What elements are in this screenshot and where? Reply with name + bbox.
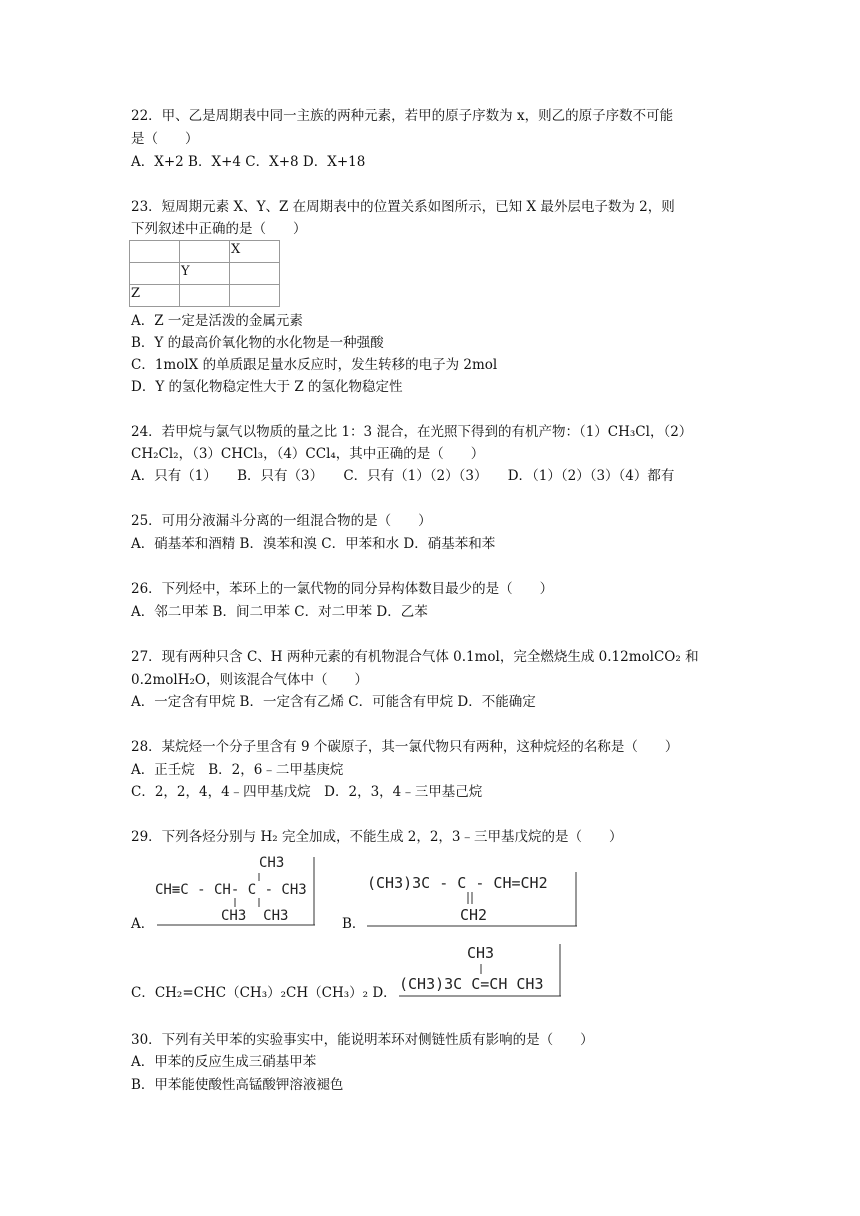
q30-option-b: B．甲苯能使酸性高锰酸钾溶液褪色 <box>131 1077 344 1093</box>
q26-stem: 26．下列烃中，苯环上的一氯代物的同分异构体数目最少的是（ ） <box>131 581 554 597</box>
q23-option-c: C．1molX 的单质跟足量水反应时，发生转移的电子为 2mol <box>131 357 498 373</box>
structure-b-bottom: CH2 <box>460 906 488 924</box>
q29-stem: 29．下列各烃分别与 H₂ 完全加成，不能生成 2，2，3﹣三甲基戊烷的是（ ） <box>131 829 623 845</box>
q29-structure-a <box>155 855 315 927</box>
q27-options: A．一定含有甲烷 B．一定含有乙烯 C．可能含有甲烷 D．不能确定 <box>131 694 536 710</box>
q23-stem-line2: 下列叙述中正确的是（ ） <box>131 221 307 237</box>
q25-stem: 25．可用分液漏斗分离的一组混合物的是（ ） <box>131 513 432 529</box>
q25-options: A．硝基苯和酒精 B．溴苯和溴 C．甲苯和水 D．硝基苯和苯 <box>131 536 496 552</box>
q28-options-line2: C．2，2，4，4﹣四甲基戊烷 D．2，3，4﹣三甲基己烷 <box>131 784 483 800</box>
q28-options-line1: A．正壬烷 B．2，6﹣二甲基庚烷 <box>131 762 344 778</box>
structure-b-main: (CH3)3C - C - CH=CH2 <box>367 874 548 892</box>
q24-stem-line1: 24．若甲烷与氯气以物质的量之比 1：3 混合，在光照下得到的有机产物：（1）CH₃Cl，（2） <box>131 424 693 440</box>
q28-stem: 28．某烷烃一个分子里含有 9 个碳原子，其一氯代物只有两种，这种烷烃的名称是（ ） <box>131 739 679 755</box>
q23-option-b: B．Y 的最高价氧化物的水化物是一种强酸 <box>131 335 384 351</box>
q23-option-a: A．Z 一定是活泼的金属元素 <box>131 313 303 329</box>
grid-cell-x: X <box>230 241 280 263</box>
q30-option-a: A．甲苯的反应生成三硝基甲苯 <box>131 1054 317 1070</box>
grid-cell-y: Y <box>180 263 230 285</box>
q27-stem-line2: 0.2molH₂O，则该混合气体中（ ） <box>131 672 368 688</box>
q29-option-c: C．CH₂=CHC（CH₃）₂CH（CH₃）₂ D． <box>131 985 397 1001</box>
q24-stem-line2: CH₂Cl₂，（3）CHCl₃，（4）CCl₄，其中正确的是（ ） <box>131 446 485 462</box>
q29-structure-d <box>397 942 562 998</box>
q22-stem-line1: 22．甲、乙是周期表中同一主族的两种元素，若甲的原子序数为 x，则乙的原子序数不可能 <box>131 108 674 124</box>
q24-options: A．只有（1） B．只有（3） C．只有（1）（2）（3） D．（1）（2）（3）（4）都有 <box>131 468 675 484</box>
periodic-position-grid <box>129 240 280 307</box>
structure-a-main: CH≡C - CH- C - CH3 <box>155 882 307 898</box>
q22-options: A．X+2 B．X+4 C．X+8 D．X+18 <box>131 154 366 170</box>
q29-label-b: B． <box>342 916 366 932</box>
q29-label-a: A． <box>131 916 155 932</box>
q26-options: A．邻二甲苯 B．间二甲苯 C．对二甲苯 D．乙苯 <box>131 604 428 620</box>
grid-cell-z: Z <box>130 285 180 307</box>
q27-stem-line1: 27．现有两种只含 C、H 两种元素的有机物混合气体 0.1mol，完全燃烧生成 0.12molCO₂ 和 <box>131 649 699 665</box>
q22-stem-line2: 是（ ） <box>131 131 199 147</box>
structure-a-bottom: CH3 CH3 <box>221 908 289 924</box>
structure-d-main: (CH3)3C C=CH CH3 <box>399 975 544 993</box>
structure-a-top: CH3 <box>259 855 285 871</box>
q23-option-d: D．Y 的氢化物稳定性大于 Z 的氢化物稳定性 <box>131 379 403 395</box>
structure-d-top: CH3 <box>467 944 495 962</box>
q29-structure-b <box>365 870 577 928</box>
q23-stem-line1: 23．短周期元素 X、Y、Z 在周期表中的位置关系如图所示，已知 X 最外层电子数为 2，则 <box>131 199 675 215</box>
q30-stem: 30．下列有关甲苯的实验事实中，能说明苯环对侧链性质有影响的是（ ） <box>131 1032 594 1048</box>
